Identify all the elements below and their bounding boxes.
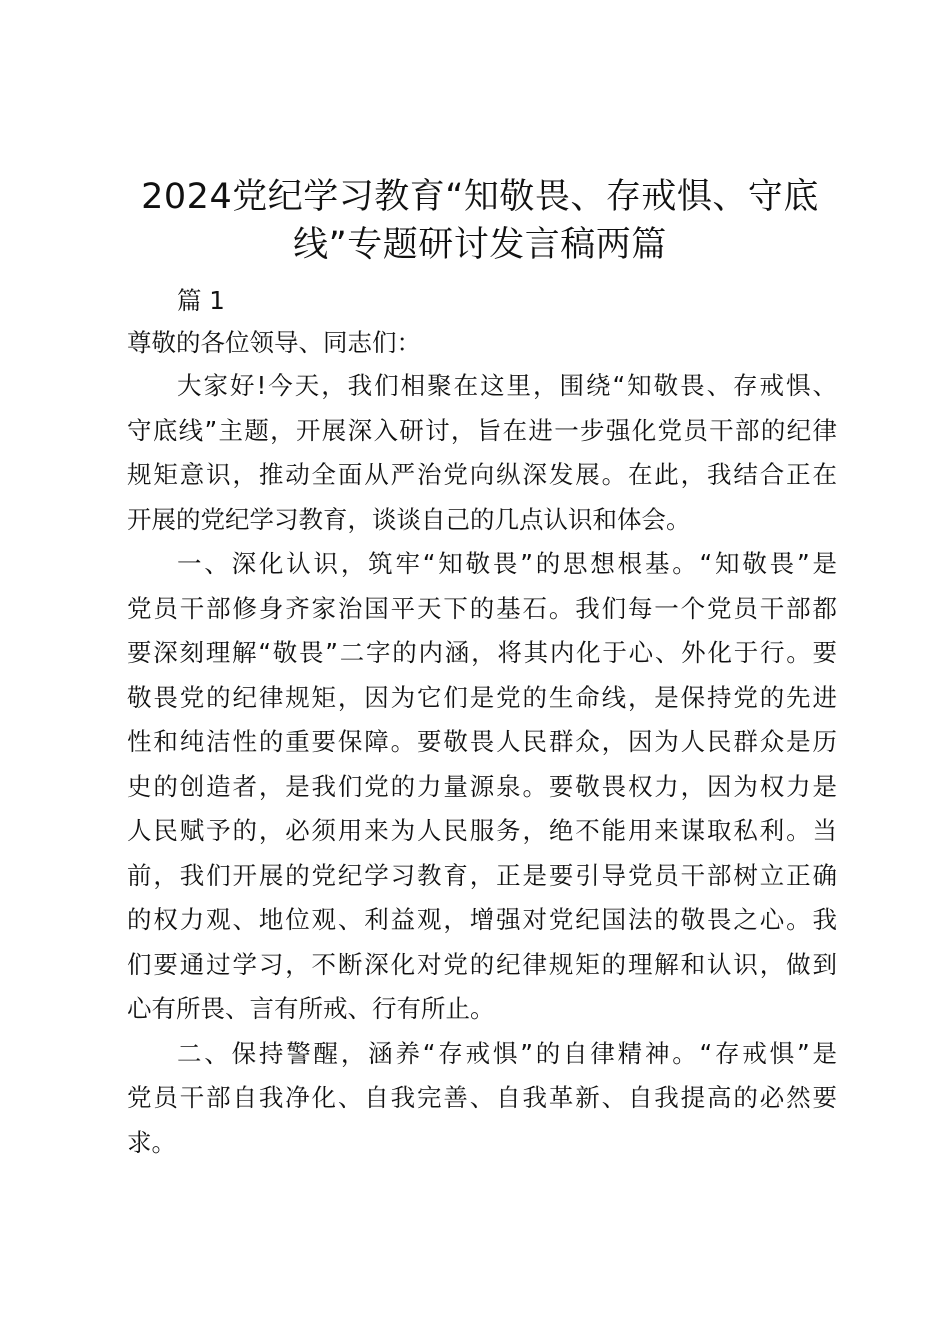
- text-line: 开展的党纪学习教育，谈谈自己的几点认识和体会。: [127, 505, 691, 534]
- text-line: 二、保持警醒，涵养“存戒惧”的自律精神。“存戒惧”是: [177, 1039, 837, 1068]
- section-heading: 篇 1: [177, 286, 225, 315]
- salutation: 尊敬的各位领导、同志们：: [127, 328, 421, 357]
- text-line: 敬畏党的纪律规矩，因为它们是党的生命线，是保持党的先进: [127, 683, 837, 712]
- text-line: 人民赋予的，必须用来为人民服务，绝不能用来谋取私利。当: [127, 816, 837, 845]
- text-line: 的权力观、地位观、利益观，增强对党纪国法的敬畏之心。我: [127, 905, 837, 934]
- text-line: 心有所畏、言有所戒、行有所止。: [127, 994, 495, 1023]
- document-title-line-2: 线”专题研讨发言稿两篇: [293, 225, 667, 265]
- text-line: 守底线”主题，开展深入研讨，旨在进一步强化党员干部的纪律: [127, 416, 837, 445]
- text-line: 党员干部自我净化、自我完善、自我革新、自我提高的必然要: [127, 1083, 837, 1112]
- text-line: 求。: [127, 1128, 176, 1157]
- text-line: 党员干部修身齐家治国平天下的基石。我们每一个党员干部都: [127, 594, 837, 623]
- text-line: 史的创造者，是我们党的力量源泉。要敬畏权力，因为权力是: [127, 772, 837, 801]
- text-line: 性和纯洁性的重要保障。要敬畏人民群众，因为人民群众是历: [127, 727, 837, 756]
- text-line: 大家好!今天，我们相聚在这里，围绕“知敬畏、存戒惧、: [177, 371, 837, 400]
- text-line: 一、深化认识，筑牢“知敬畏”的思想根基。“知敬畏”是: [177, 549, 837, 578]
- text-line: 前，我们开展的党纪学习教育，正是要引导党员干部树立正确: [127, 861, 837, 890]
- document-title-line-1: 2024党纪学习教育“知敬畏、存戒惧、守底: [141, 177, 819, 217]
- text-line: 们要通过学习，不断深化对党的纪律规矩的理解和认识，做到: [127, 950, 837, 979]
- text-line: 要深刻理解“敬畏”二字的内涵，将其内化于心、外化于行。要: [127, 638, 837, 667]
- text-line: 规矩意识，推动全面从严治党向纵深发展。在此，我结合正在: [127, 460, 837, 489]
